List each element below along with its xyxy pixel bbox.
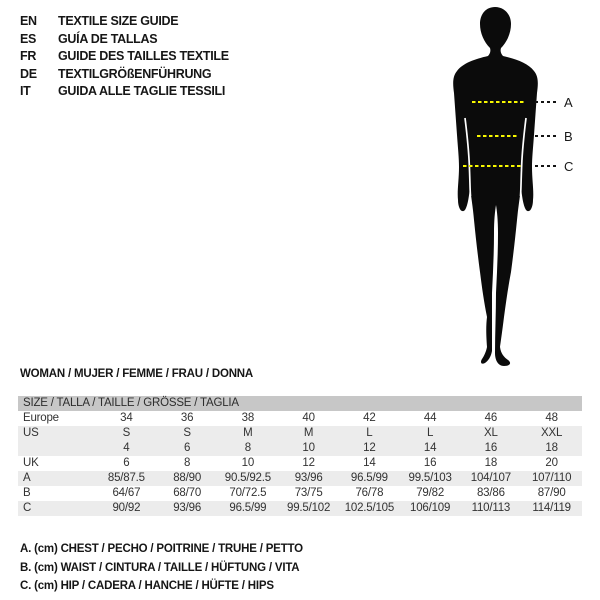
size-cell: 102.5/105 [344,502,395,514]
size-cell: 107/110 [531,472,572,484]
size-cell: S [183,427,191,439]
size-cell: 104/107 [470,472,511,484]
section-title: WOMAN / MUJER / FEMME / FRAU / DONNA [20,368,254,380]
size-cell: 64/67 [112,487,141,499]
size-cell: 85/87.5 [107,472,145,484]
size-cell: 99.5/102 [287,502,331,514]
language-code: FR [20,49,37,64]
language-title: GUIDE DES TAILLES TEXTILE [58,49,229,64]
size-cell: 99.5/103 [408,472,452,484]
size-table-row [18,456,582,471]
legend-line: B. (cm) WAIST / CINTURA / TAILLE / HÜFTUNG / VITA [20,561,300,574]
size-table-row [18,426,582,441]
size-cell: 36 [180,412,194,424]
legend-line: A. (cm) CHEST / PECHO / POITRINE / TRUHE / PETTO [20,543,303,555]
language-title: TEXTILGRÖßENFÜHRUNG [58,66,212,81]
woman-silhouette-figure [440,0,600,368]
size-cell: XL [484,427,498,439]
size-cell: 18 [484,457,498,469]
size-cell: 114/119 [532,502,571,514]
size-cell: 16 [484,442,498,454]
size-cell: S [122,427,131,439]
language-row [20,31,229,49]
language-code: ES [20,31,37,46]
size-row-label: B [23,487,31,499]
size-cell: 20 [545,457,558,469]
size-cell: 4 [123,442,130,454]
size-cell: 48 [545,412,558,424]
size-cell: 40 [302,412,315,424]
size-row-label: A [23,472,31,484]
size-cell: 8 [244,442,251,454]
size-row-label [18,441,96,456]
size-table-header: SIZE / TALLA / TAILLE / GRÖSSE / TAGLIA [18,396,582,411]
size-row-label: US [23,427,39,439]
hip-callout-label: C [564,159,574,174]
size-cell: 46 [484,412,498,424]
language-title-list [20,13,229,101]
language-title: TEXTILE SIZE GUIDE [58,14,179,28]
size-cell: 88/90 [173,472,202,484]
size-cell: 73/75 [294,487,323,499]
size-cell: 93/96 [294,472,323,484]
size-cell: 44 [423,412,437,424]
woman-silhouette [453,7,538,366]
size-cell: 83/86 [476,487,505,499]
size-cell: 96.5/99 [229,502,267,514]
size-cell: 70/72.5 [229,487,267,499]
size-cell: M [243,427,253,439]
language-row [20,48,229,66]
size-cell: 14 [423,442,437,454]
size-cell: 87/90 [537,487,566,499]
size-cell: XXL [541,427,563,439]
size-row-label: Europe [23,412,59,424]
language-title: GUÍA DE TALLAS [58,31,158,46]
language-row [20,66,229,84]
size-row-label: UK [23,457,39,469]
size-cell: L [427,427,434,439]
size-cell: 14 [363,457,376,469]
legend-line: C. (cm) HIP / CADERA / HANCHE / HÜFTE / HIPS [20,580,274,593]
size-cell: 6 [184,442,191,454]
size-cell: 90.5/92.5 [224,472,271,484]
size-cell: 12 [302,457,315,469]
size-cell: 42 [363,412,376,424]
size-cell: L [366,427,373,439]
size-cell: 10 [241,457,255,469]
size-cell: 93/96 [173,502,202,514]
size-cell: 96.5/99 [350,472,388,484]
size-table-body [18,411,582,516]
language-title: GUIDA ALLE TAGLIE TESSILI [58,84,226,99]
size-table-row [18,411,582,426]
size-cell: 90/92 [112,502,141,514]
size-cell: 76/78 [355,487,384,499]
size-table-row [18,441,582,456]
size-cell: 6 [123,457,130,469]
language-row [20,83,229,101]
size-cell: 79/82 [416,487,445,499]
size-table [18,396,582,516]
size-cell: 16 [423,457,437,469]
chest-callout-label: A [564,95,573,110]
size-table-row [18,501,582,516]
size-cell: 18 [545,442,558,454]
size-cell: 38 [241,412,255,424]
size-cell: M [303,427,314,439]
size-cell: 106/109 [410,502,451,514]
language-code: DE [20,66,37,81]
size-cell: 12 [363,442,376,454]
size-cell: 8 [184,457,191,469]
waist-callout-label: B [564,129,573,144]
size-cell: 34 [120,412,133,424]
size-row-label: C [23,502,32,514]
size-cell: 68/70 [173,487,202,499]
size-cell: 110/113 [471,502,511,514]
size-table-row [18,471,582,486]
size-table-row [18,486,582,501]
language-row [20,13,229,31]
measurement-legend [20,540,303,596]
language-code: EN [20,14,37,28]
size-cell: 10 [302,442,315,454]
language-code: IT [20,84,31,99]
